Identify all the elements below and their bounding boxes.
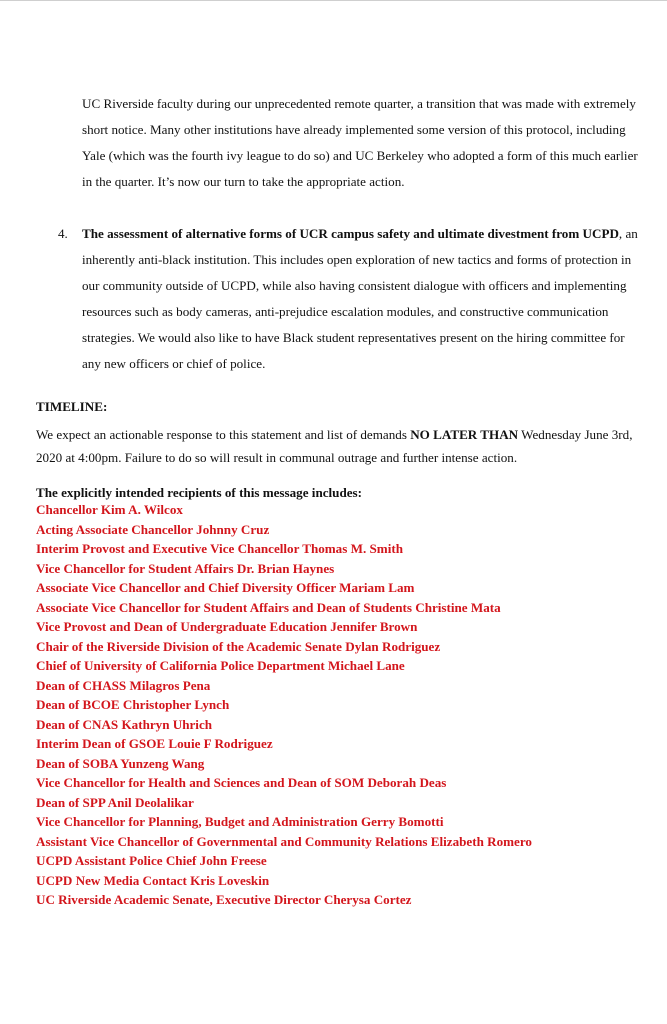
recipient-item: Associate Vice Chancellor and Chief Diversity Officer Mariam Lam (36, 580, 415, 595)
recipient-item: UCPD New Media Contact Kris Loveskin (36, 872, 270, 888)
recipient-item: Interim Dean of GSOE Louie F Rodriguez (36, 736, 273, 751)
recipient-item: Chair of the Riverside Division of the Academic Senate Dylan Rodriguez (36, 638, 441, 654)
recipient-item: Vice Chancellor for Planning, Budget and Administration Gerry Bomotti (36, 814, 444, 829)
recipient-item: Vice Chancellor for Health and Sciences and Dean of SOM Deborah Deas (36, 775, 447, 790)
recipient-item: Dean of SOBA Yunzeng Wang (36, 755, 205, 771)
continued-paragraph: UC Riverside faculty during our unprecedented remote quarter, a transition that was made with extremely short notice. Many other institutions have already implemented some version of this protocol, including Yale (which was the fourth ivy league to do so) and UC Berkeley who adopted a form of this much earlier in the quarter. It’s now our turn to take the appropriate action. (82, 96, 638, 189)
recipient-item: Dean of BCOE Christopher Lynch (36, 697, 230, 712)
demand-regular-text: , an inherently anti-black institution. This includes open exploration of new tactics and forms of protection in our community outside of UCPD, while also having consistent dialogue with officers and implementing resources such as body cameras, anti-prejudice escalation modules, and constructive communication strategies. We would also like to have Black student representatives present on the hiring committee for any new officers or chief of police. (82, 226, 638, 371)
recipient-item: UCPD Assistant Police Chief John Freese (36, 853, 267, 868)
timeline-text (36, 423, 641, 469)
recipients-heading: The explicitly intended recipients of this message includes: (36, 485, 363, 500)
recipients-list (36, 500, 532, 910)
recipient-item: UC Riverside Academic Senate, Executive Director Cherysa Cortez (36, 892, 412, 907)
recipient-item: Chancellor Kim A. Wilcox (36, 502, 183, 517)
recipient-item: Associate Vice Chancellor for Student Affairs and Dean of Students Christine Mata (36, 599, 501, 615)
timeline-text-after: Wednesday June 3rd, 2020 at 4:00pm. Failure to do so will result in communal outrage and further intense action. (36, 427, 633, 465)
demand-item-4 (58, 221, 638, 377)
recipient-item: Interim Provost and Executive Vice Chancellor Thomas M. Smith (36, 541, 403, 556)
recipient-item: Chief of University of California Police Department Michael Lane (36, 658, 405, 673)
demand-bold-text: The assessment of alternative forms of UCR campus safety and ultimate divestment from UCPD (82, 226, 619, 241)
recipient-item: Dean of SPP Anil Deolalikar (36, 794, 194, 810)
recipient-item: Vice Provost and Dean of Undergraduate Education Jennifer Brown (36, 619, 418, 634)
recipient-item: Assistant Vice Chancellor of Governmental and Community Relations Elizabeth Romero (36, 833, 532, 849)
demand-text (82, 221, 638, 377)
page-top-border (0, 0, 667, 1)
recipient-item: Vice Chancellor for Student Affairs Dr. Brian Haynes (36, 560, 335, 576)
recipient-item: Dean of CNAS Kathryn Uhrich (36, 716, 213, 732)
recipient-item: Acting Associate Chancellor Johnny Cruz (36, 521, 270, 537)
recipient-item: Dean of CHASS Milagros Pena (36, 677, 211, 693)
timeline-deadline-emphasis: NO LATER THAN (410, 427, 519, 442)
timeline-heading: TIMELINE: (36, 399, 108, 414)
timeline-text-before: We expect an actionable response to this statement and list of demands (36, 427, 411, 442)
demand-number: 4. (58, 226, 68, 241)
